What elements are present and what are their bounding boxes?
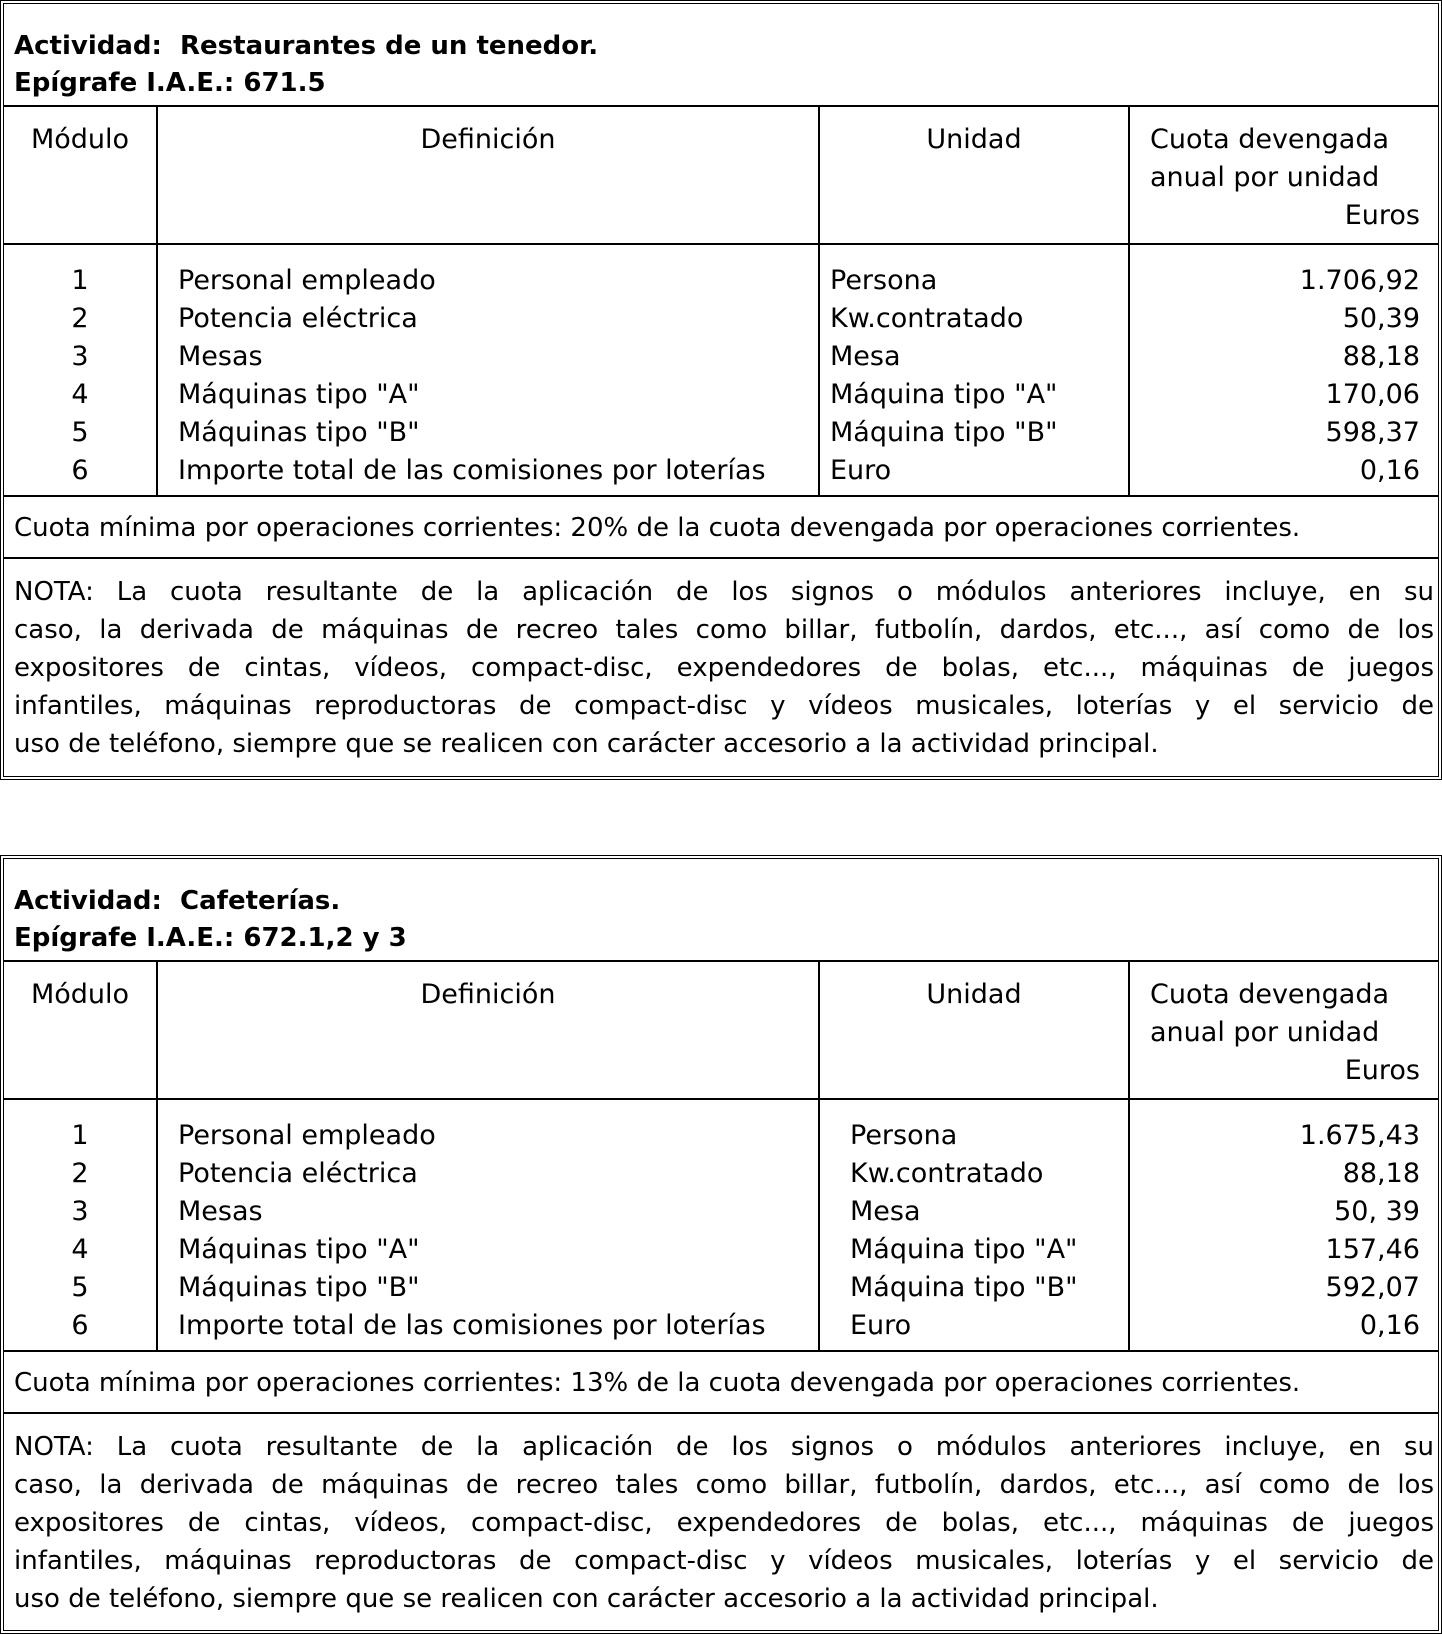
cell-unidad: Mesa bbox=[830, 341, 901, 372]
header-cuota bbox=[1130, 107, 1438, 243]
cell-cuota: 50,39 bbox=[1342, 303, 1420, 334]
nota-line: infantiles, máquinas reproductoras de compact-disc y vídeos musicales, loterías y el servicio de bbox=[14, 691, 1434, 721]
header-cuota-line-2: anual por unidad bbox=[1150, 162, 1380, 193]
epigrafe: Epígrafe I.A.E.: 672.1,2 y 3 bbox=[14, 923, 407, 953]
nota-line: expositores de cintas, vídeos, compact-disc, expendedores de bolas, etc..., máquinas de juegos bbox=[14, 1508, 1434, 1538]
actividad-value: Cafeterías. bbox=[180, 886, 341, 916]
cell-modulo: 6 bbox=[71, 455, 89, 486]
header-modulo: Módulo bbox=[4, 962, 158, 1098]
nota-line: infantiles, máquinas reproductoras de compact-disc y vídeos musicales, loterías y el servicio de bbox=[14, 1546, 1434, 1576]
table-header bbox=[4, 4, 1438, 107]
nota-line: caso, la derivada de máquinas de recreo tales como billar, futbolín, dardos, etc..., así como de los bbox=[14, 615, 1434, 645]
header-definicion: Definición bbox=[158, 107, 820, 243]
header-cuota-line-1: Cuota devengada bbox=[1150, 124, 1390, 155]
cell-unidad: Máquina tipo "A" bbox=[850, 1234, 1078, 1265]
nota-line: uso de teléfono, siempre que se realicen con carácter accesorio a la actividad principal. bbox=[14, 729, 1159, 759]
cell-unidad: Kw.contratado bbox=[830, 303, 1024, 334]
cell-cuota: 88,18 bbox=[1342, 1158, 1420, 1189]
cell-definicion: Máquinas tipo "B" bbox=[178, 1272, 420, 1303]
cuota-minima: Cuota mínima por operaciones corrientes: 13% de la cuota devengada por operaciones corrientes. bbox=[4, 1352, 1438, 1414]
cell-unidad: Persona bbox=[850, 1120, 958, 1151]
cell-definicion: Personal empleado bbox=[178, 265, 436, 296]
nota-line: NOTA: La cuota resultante de la aplicación de los signos o módulos anteriores incluye, en su bbox=[14, 577, 1434, 607]
cuota-minima: Cuota mínima por operaciones corrientes: 20% de la cuota devengada por operaciones corrientes. bbox=[4, 497, 1438, 559]
cell-modulo: 4 bbox=[71, 1234, 89, 1265]
cell-unidad: Euro bbox=[830, 455, 892, 486]
cell-modulo: 6 bbox=[71, 1310, 89, 1341]
column-unidad bbox=[820, 1100, 1130, 1350]
header-cuota-line-1: Cuota devengada bbox=[1150, 979, 1390, 1010]
actividad-value: Restaurantes de un tenedor. bbox=[180, 31, 599, 61]
header-modulo: Módulo bbox=[4, 107, 158, 243]
header-cuota-line-3: Euros bbox=[1344, 200, 1420, 231]
cell-cuota: 157,46 bbox=[1325, 1234, 1420, 1265]
header-cuota bbox=[1130, 962, 1438, 1098]
column-definicion bbox=[158, 245, 820, 495]
cell-unidad: Máquina tipo "A" bbox=[830, 379, 1058, 410]
header-unidad: Unidad bbox=[820, 962, 1130, 1098]
cell-definicion: Máquinas tipo "A" bbox=[178, 379, 420, 410]
cell-modulo: 1 bbox=[71, 1120, 89, 1151]
nota bbox=[4, 1414, 1438, 1618]
cell-modulo: 5 bbox=[71, 417, 89, 448]
nota-line: uso de teléfono, siempre que se realicen con carácter accesorio a la actividad principal. bbox=[14, 1584, 1159, 1614]
actividad-label: Actividad: bbox=[14, 31, 162, 61]
cell-cuota: 88,18 bbox=[1342, 341, 1420, 372]
cell-unidad: Euro bbox=[850, 1310, 912, 1341]
header-cuota-line-3: Euros bbox=[1344, 1055, 1420, 1086]
module-table-cafeterias bbox=[0, 855, 1442, 1634]
cell-definicion: Mesas bbox=[178, 1196, 263, 1227]
column-definicion bbox=[158, 1100, 820, 1350]
cell-unidad: Mesa bbox=[850, 1196, 921, 1227]
column-unidad bbox=[820, 245, 1130, 495]
epigrafe: Epígrafe I.A.E.: 671.5 bbox=[14, 68, 326, 98]
nota-line: caso, la derivada de máquinas de recreo tales como billar, futbolín, dardos, etc..., así como de los bbox=[14, 1470, 1434, 1500]
cell-definicion: Máquinas tipo "B" bbox=[178, 417, 420, 448]
cell-definicion: Máquinas tipo "A" bbox=[178, 1234, 420, 1265]
cell-definicion: Potencia eléctrica bbox=[178, 1158, 418, 1189]
module-table-restaurantes bbox=[0, 0, 1442, 780]
cell-modulo: 5 bbox=[71, 1272, 89, 1303]
cell-definicion: Personal empleado bbox=[178, 1120, 436, 1151]
cell-cuota: 50, 39 bbox=[1334, 1196, 1420, 1227]
cell-modulo: 2 bbox=[71, 303, 89, 334]
actividad-label: Actividad: bbox=[14, 886, 162, 916]
table-body bbox=[4, 245, 1438, 497]
cell-unidad: Máquina tipo "B" bbox=[830, 417, 1058, 448]
column-cuota bbox=[1130, 1100, 1438, 1350]
column-cuota bbox=[1130, 245, 1438, 495]
header-definicion: Definición bbox=[158, 962, 820, 1098]
cell-cuota: 170,06 bbox=[1325, 379, 1420, 410]
nota-line: expositores de cintas, vídeos, compact-disc, expendedores de bolas, etc..., máquinas de juegos bbox=[14, 653, 1434, 683]
column-headers bbox=[4, 962, 1438, 1100]
header-cuota-line-2: anual por unidad bbox=[1150, 1017, 1380, 1048]
cell-modulo: 3 bbox=[71, 341, 89, 372]
cell-modulo: 3 bbox=[71, 1196, 89, 1227]
actividad-line bbox=[14, 28, 1438, 65]
cell-cuota: 0,16 bbox=[1359, 1310, 1420, 1341]
cell-cuota: 1.675,43 bbox=[1299, 1120, 1420, 1151]
column-headers bbox=[4, 107, 1438, 245]
cell-unidad: Kw.contratado bbox=[850, 1158, 1044, 1189]
cell-modulo: 1 bbox=[71, 265, 89, 296]
cell-definicion: Importe total de las comisiones por loterías bbox=[178, 1310, 766, 1341]
table-header bbox=[4, 859, 1438, 962]
cell-unidad: Máquina tipo "B" bbox=[850, 1272, 1078, 1303]
actividad-line bbox=[14, 883, 1438, 920]
cell-cuota: 598,37 bbox=[1325, 417, 1420, 448]
cell-cuota: 0,16 bbox=[1359, 455, 1420, 486]
nota-line: NOTA: La cuota resultante de la aplicación de los signos o módulos anteriores incluye, en su bbox=[14, 1432, 1434, 1462]
cell-cuota: 592,07 bbox=[1325, 1272, 1420, 1303]
cell-unidad: Persona bbox=[830, 265, 938, 296]
cell-definicion: Potencia eléctrica bbox=[178, 303, 418, 334]
header-unidad: Unidad bbox=[820, 107, 1130, 243]
nota bbox=[4, 559, 1438, 763]
table-body bbox=[4, 1100, 1438, 1352]
cell-definicion: Importe total de las comisiones por loterías bbox=[178, 455, 766, 486]
cell-modulo: 2 bbox=[71, 1158, 89, 1189]
cell-modulo: 4 bbox=[71, 379, 89, 410]
cell-cuota: 1.706,92 bbox=[1299, 265, 1420, 296]
column-modulo bbox=[4, 1100, 158, 1350]
cell-definicion: Mesas bbox=[178, 341, 263, 372]
column-modulo bbox=[4, 245, 158, 495]
